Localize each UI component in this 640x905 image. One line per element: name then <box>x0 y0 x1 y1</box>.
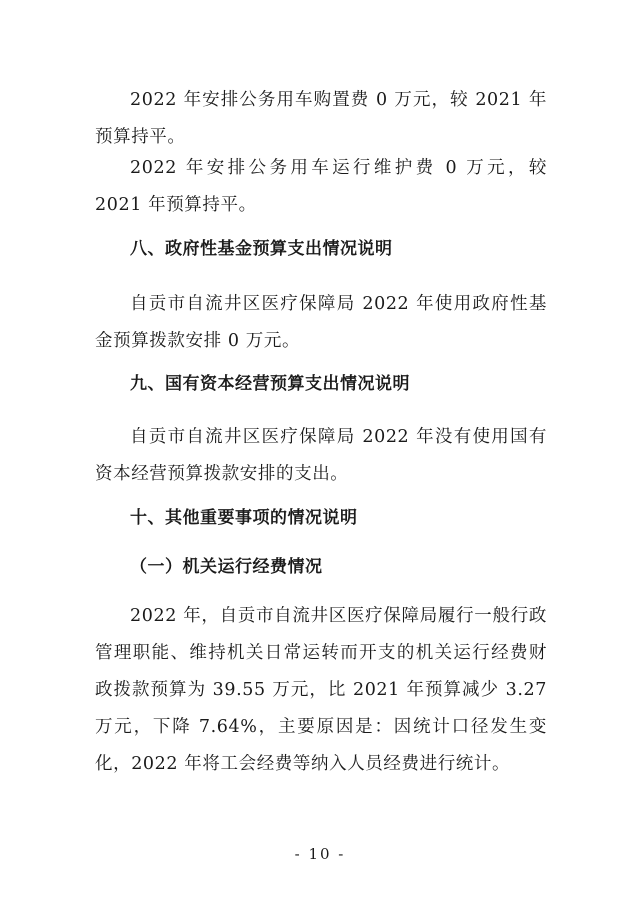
section-heading-government-fund: 八、政府性基金预算支出情况说明 <box>130 239 393 259</box>
subsection-heading-operating-funds: （一）机关运行经费情况 <box>130 557 323 577</box>
paragraph-vehicle-maintenance: 2022 年安排公务用车运行维护费 0 万元，较 2021 年预算持平。 <box>95 158 547 215</box>
section-heading-state-capital: 九、国有资本经营预算支出情况说明 <box>130 374 410 394</box>
page-number: - 10 - <box>294 845 346 863</box>
paragraph-operating-funds: 2022 年，自贡市自流井区医疗保障局履行一般行政管理职能、维持机关日常运转而开支的机关运行经费财政拨款预算为 39.55 万元，比 2021 年预算减少 3.27 万元，下降 7.64%，主要原因是：因统计口径发生变化，2022 年将工会经费等纳入人员经费进行统计。 <box>95 606 547 774</box>
paragraph-state-capital: 自贡市自流井区医疗保障局 2022 年没有使用国有资本经营预算拨款安排的支出。 <box>95 427 547 484</box>
section-heading-other-matters: 十、其他重要事项的情况说明 <box>130 508 358 528</box>
paragraph-vehicle-purchase: 2022 年安排公务用车购置费 0 万元，较 2021 年预算持平。 <box>95 90 547 147</box>
paragraph-government-fund: 自贡市自流井区医疗保障局 2022 年使用政府性基金预算拨款安排 0 万元。 <box>95 294 547 351</box>
